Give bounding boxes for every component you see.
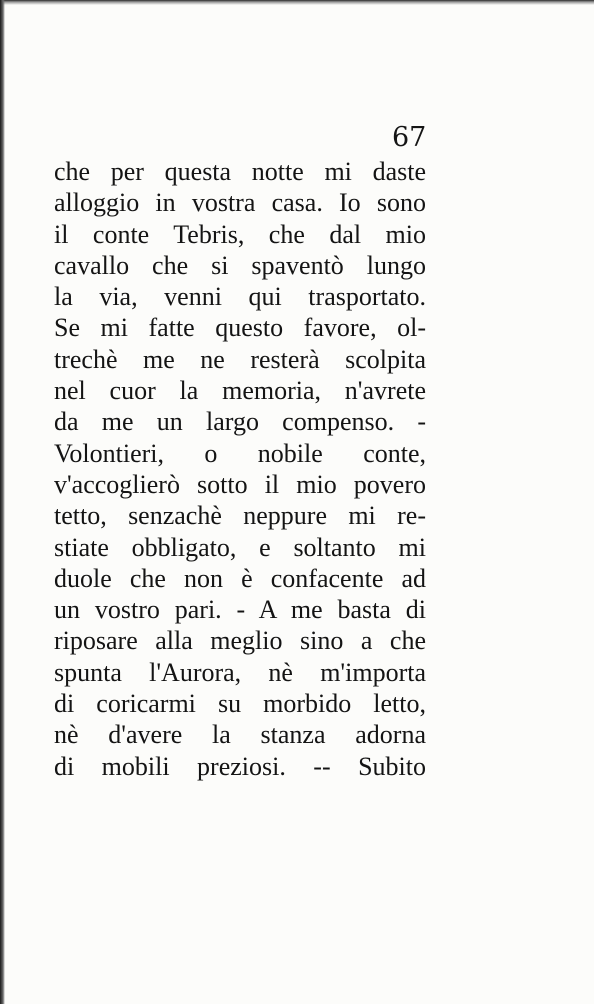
text-line: Se mi fatte questo favore, ol- bbox=[54, 313, 426, 343]
text-line: la via, venni qui trasportato. bbox=[54, 282, 426, 312]
text-line: stiate obbligato, e soltanto mi bbox=[54, 532, 426, 562]
text-line: Volontieri, o nobile conte, bbox=[54, 438, 426, 468]
text-line: tetto, senzachè neppure mi re- bbox=[54, 501, 426, 531]
text-line: di coricarmi su morbido letto, bbox=[54, 689, 426, 719]
text-line: riposare alla meglio sino a che bbox=[54, 626, 426, 656]
text-line: spunta l'Aurora, nè m'importa bbox=[54, 657, 426, 687]
text-line: alloggio in vostra casa. Io sono bbox=[54, 188, 426, 218]
text-line: il conte Tebris, che dal mio bbox=[54, 219, 426, 249]
text-line: che per questa notte mi daste bbox=[54, 157, 426, 186]
text-line: cavallo che si spaventò lungo bbox=[54, 250, 426, 280]
text-line: duole che non è confacente ad bbox=[54, 563, 426, 593]
text-line: nè d'avere la stanza adorna bbox=[54, 720, 426, 750]
body-text bbox=[54, 156, 426, 782]
text-line: nel cuor la memoria, n'avrete bbox=[54, 376, 426, 406]
text-line: di mobili preziosi. -- Subito bbox=[54, 751, 426, 781]
text-line: trechè me ne resterà scolpita bbox=[54, 344, 426, 374]
page-number: 67 bbox=[392, 122, 427, 153]
text-line: v'accoglierò sotto il mio povero bbox=[54, 469, 426, 499]
text-line: un vostro pari. - A me basta di bbox=[54, 595, 426, 625]
page-left-edge bbox=[0, 0, 5, 1004]
text-line: da me un largo compenso. - bbox=[54, 407, 426, 437]
page-top-edge bbox=[0, 0, 594, 5]
